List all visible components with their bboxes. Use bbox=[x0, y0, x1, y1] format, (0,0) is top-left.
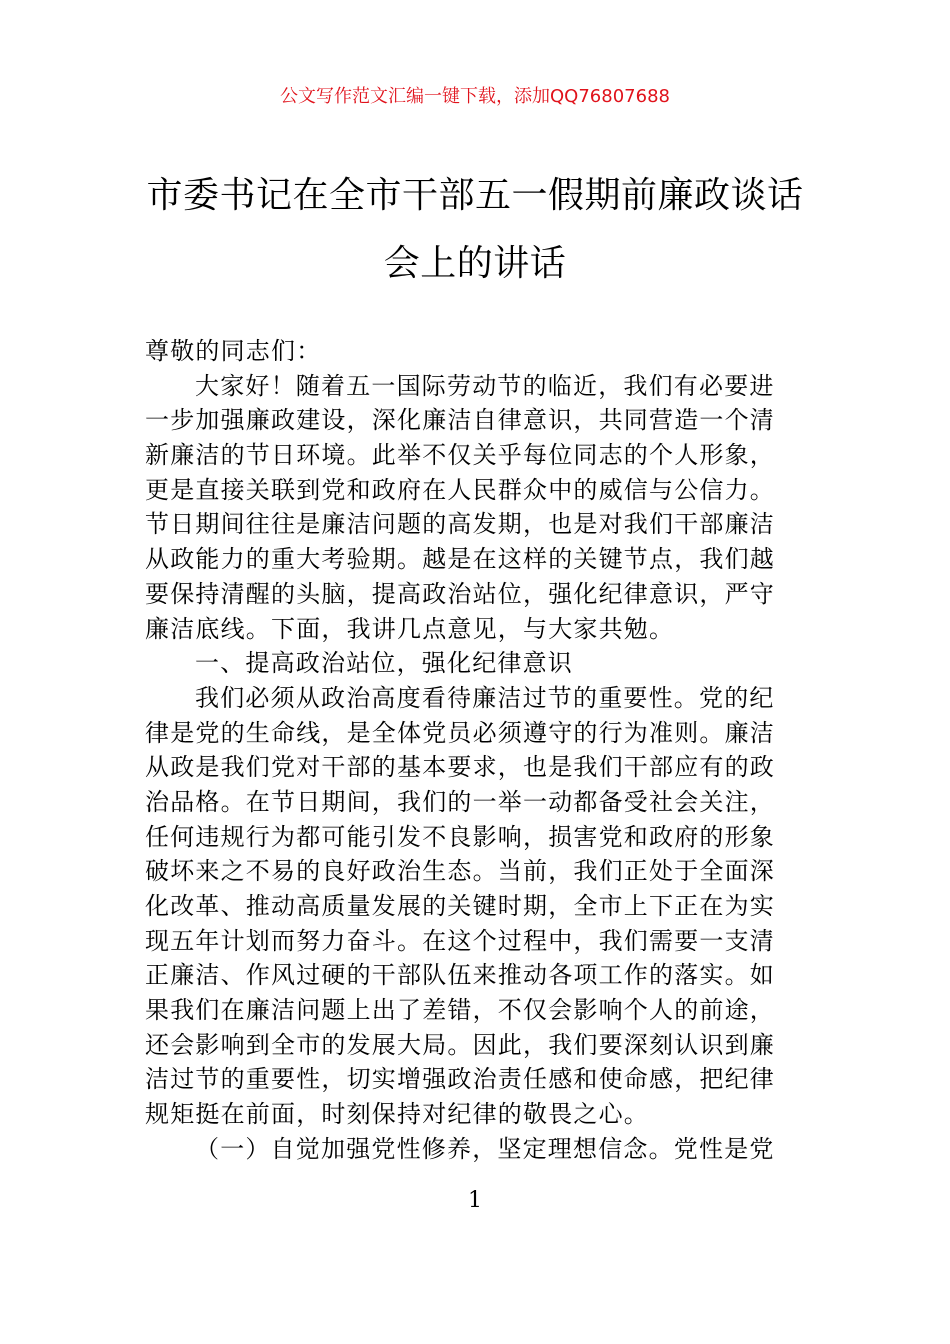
text-line: 现五年计划而努力奋斗。在这个过程中，我们需要一支清 bbox=[145, 926, 775, 955]
text-line: 一、提高政治站位，强化纪律意识 bbox=[195, 649, 573, 678]
text-line: 更是直接关联到党和政府在人民群众中的威信与公信力。 bbox=[145, 475, 775, 504]
text-line: 化改革、推动高质量发展的关键时期，全市上下正在为实 bbox=[145, 892, 775, 920]
text-line: 洁过节的重要性，切实增强政治责任感和使命感，把纪律 bbox=[145, 1065, 775, 1094]
text-line: 还会影响到全市的发展大局。因此，我们要深刻认识到廉 bbox=[145, 1030, 775, 1059]
text-line: 正廉洁、作风过硬的干部队伍来推动各项工作的落实。如 bbox=[145, 961, 775, 990]
text-line: 任何违规行为都可能引发不良影响，损害党和政府的形象 bbox=[145, 822, 775, 851]
text-line: 律是党的生命线，是全体党员必须遵守的行为准则。廉洁 bbox=[145, 718, 775, 747]
page-number: 1 bbox=[468, 1188, 482, 1213]
text-line: 要保持清醒的头脑，提高政治站位，强化纪律意识，严守 bbox=[145, 579, 775, 608]
download-banner: 公文写作范文汇编一键下载，添加QQ76807688 bbox=[280, 86, 670, 107]
text-line: 大家好！随着五一国际劳动节的临近，我们有必要进 bbox=[195, 371, 775, 400]
text-line: （一）自觉加强党性修养，坚定理想信念。党性是党 bbox=[195, 1134, 775, 1163]
text-line: 破坏来之不易的良好政治生态。当前，我们正处于全面深 bbox=[145, 857, 775, 886]
text-line: 廉洁底线。下面，我讲几点意见，与大家共勉。 bbox=[145, 614, 675, 643]
text-line: 新廉洁的节日环境。此举不仅关乎每位同志的个人形象， bbox=[145, 441, 775, 470]
document-title-line-1: 市委书记在全市干部五一假期前廉政谈话 bbox=[146, 175, 804, 216]
text-line: 治品格。在节日期间，我们的一举一动都备受社会关注， bbox=[145, 787, 775, 816]
text-line: 节日期间往往是廉洁问题的高发期，也是对我们干部廉洁 bbox=[145, 510, 775, 539]
text-line: 一步加强廉政建设，深化廉洁自律意识，共同营造一个清 bbox=[145, 406, 775, 435]
text-line: 从政能力的重大考验期。越是在这样的关键节点，我们越 bbox=[145, 545, 775, 574]
text-line: 从政是我们党对干部的基本要求，也是我们干部应有的政 bbox=[145, 753, 775, 782]
document-title-line-2: 会上的讲话 bbox=[383, 243, 567, 284]
document-body bbox=[145, 334, 815, 1167]
text-line: 规矩挺在前面，时刻保持对纪律的敬畏之心。 bbox=[145, 1100, 649, 1129]
text-line: 尊敬的同志们： bbox=[145, 337, 322, 365]
text-line: 果我们在廉洁问题上出了差错，不仅会影响个人的前途， bbox=[145, 996, 775, 1025]
text-line: 我们必须从政治高度看待廉洁过节的重要性。党的纪 bbox=[195, 683, 775, 712]
